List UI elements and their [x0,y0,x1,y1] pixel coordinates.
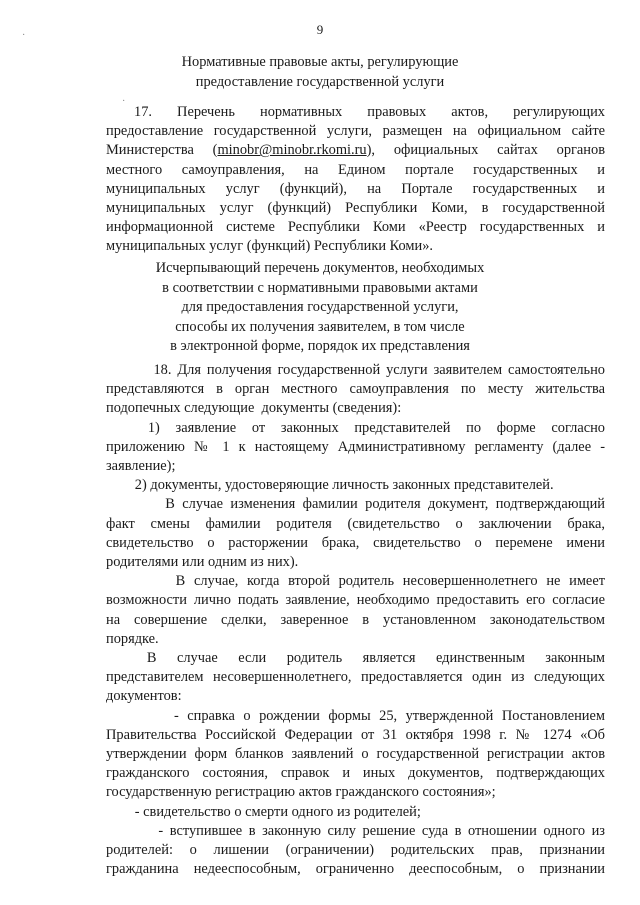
text-line: порядке. [106,630,159,647]
scan-dot: · [122,96,126,107]
text-line: утверждении форм бланков заявлений о государственной регистрации актов [106,746,605,763]
text-line: представителем несовершеннолетнего, предоставляется один из следующих [106,669,605,686]
text-line: муниципальных услуг (функций) Республики Коми». [106,238,434,255]
section-title-line: Исчерпывающий перечень документов, необходимых [155,260,485,276]
text-line: В случае, когда второй родитель несовершеннолетнего не имеет [106,573,605,590]
text-line: документов: [106,688,182,705]
text-line: подопечных следующие документы (сведения): [106,400,402,417]
text-line [106,141,605,160]
text-line: В случае если родитель является единственным законным [106,650,605,667]
paragraph-18 [106,361,605,879]
text-line: 2) документы, удостоверяющие личность законных представителей. [106,477,554,494]
text-line: возможности лично подать заявление, необходимо предоставить его согласие [106,592,605,609]
text-line: - вступившее в законную силу решение суда в отношении одного из [106,822,605,839]
text-line: государственную регистрацию актов гражданского состояния»; [106,784,496,801]
text-line: 17. Перечень нормативных правовых актов, регулирующих [134,104,605,120]
text-line: Правительства Российской Федерации от 31 октября 1998 г. № 1274 «Об [106,726,605,743]
text-line: местного самоуправления, на Едином портале государственных и [106,161,605,178]
text-line: - свидетельство о смерти одного из родителей; [106,803,421,820]
section-title-normative-acts [0,53,640,92]
text-line: муниципальных услуг (функций), на Портале государственных и [106,180,605,197]
paragraph-17 [106,103,605,257]
text-line: представляются в орган местного самоуправления по месту жительства [106,381,605,398]
text-fragment: ), официальных сайтах органов [366,142,606,159]
text-line: факт смены фамилии родителя (свидетельство о заключении брака, [106,515,605,532]
section-title-line: предоставление государственной услуги [195,73,445,90]
text-line: 1) заявление от законных представителей по форме согласно [106,419,605,436]
text-line: 18. Для получения государственной услуги заявителем самостоятельно [106,362,605,378]
page-number: 9 [316,22,324,37]
text-line: В случае изменения фамилии родителя документ, подтверждающий [106,496,605,513]
text-line: заявление); [106,458,176,475]
text-line: родителей: о лишении (ограничении) родительских прав, признании [106,842,605,859]
section-title-line: в соответствии с нормативными правовыми актами [162,279,478,296]
text-line: - справка о рождении формы 25, утвержденной Постановлением [106,707,605,724]
section-title-documents-list [0,259,640,357]
section-title-line: для предоставления государственной услуги, [181,299,459,316]
text-line: приложению № 1 к настоящему Административному регламенту (далее - [106,438,605,455]
text-line: информационной системе Республики Коми «Реестр государственных и [106,219,605,236]
section-title-line: в электронной форме, порядок их представления [170,338,470,355]
section-title-line: способы их получения заявителем, в том числе [175,318,465,335]
text-line: гражданина недееспособным, ограниченно дееспособным, о признании [106,861,605,878]
text-line: предоставление государственной услуги, размещен на официальном сайте [106,123,605,140]
section-title-line: Нормативные правовые акты, регулирующие [181,54,459,70]
text-fragment: Министерства ( [106,142,218,159]
scan-dot: · [22,30,26,41]
text-line: родителями или одним из них). [106,554,299,571]
text-line: муниципальных услуг (функций) Республики Коми, в государственной [106,200,605,217]
text-line: на совершение сделки, заверенное в установленном законодательством [106,611,605,628]
ministry-site-link[interactable]: minobr@minobr.rkomi.ru [217,142,367,159]
text-line: свидетельство о расторжении брака, свидетельство о перемене имени [106,534,605,551]
text-line: гражданского состояния, справок и иных документов, подтверждающих [106,765,605,782]
